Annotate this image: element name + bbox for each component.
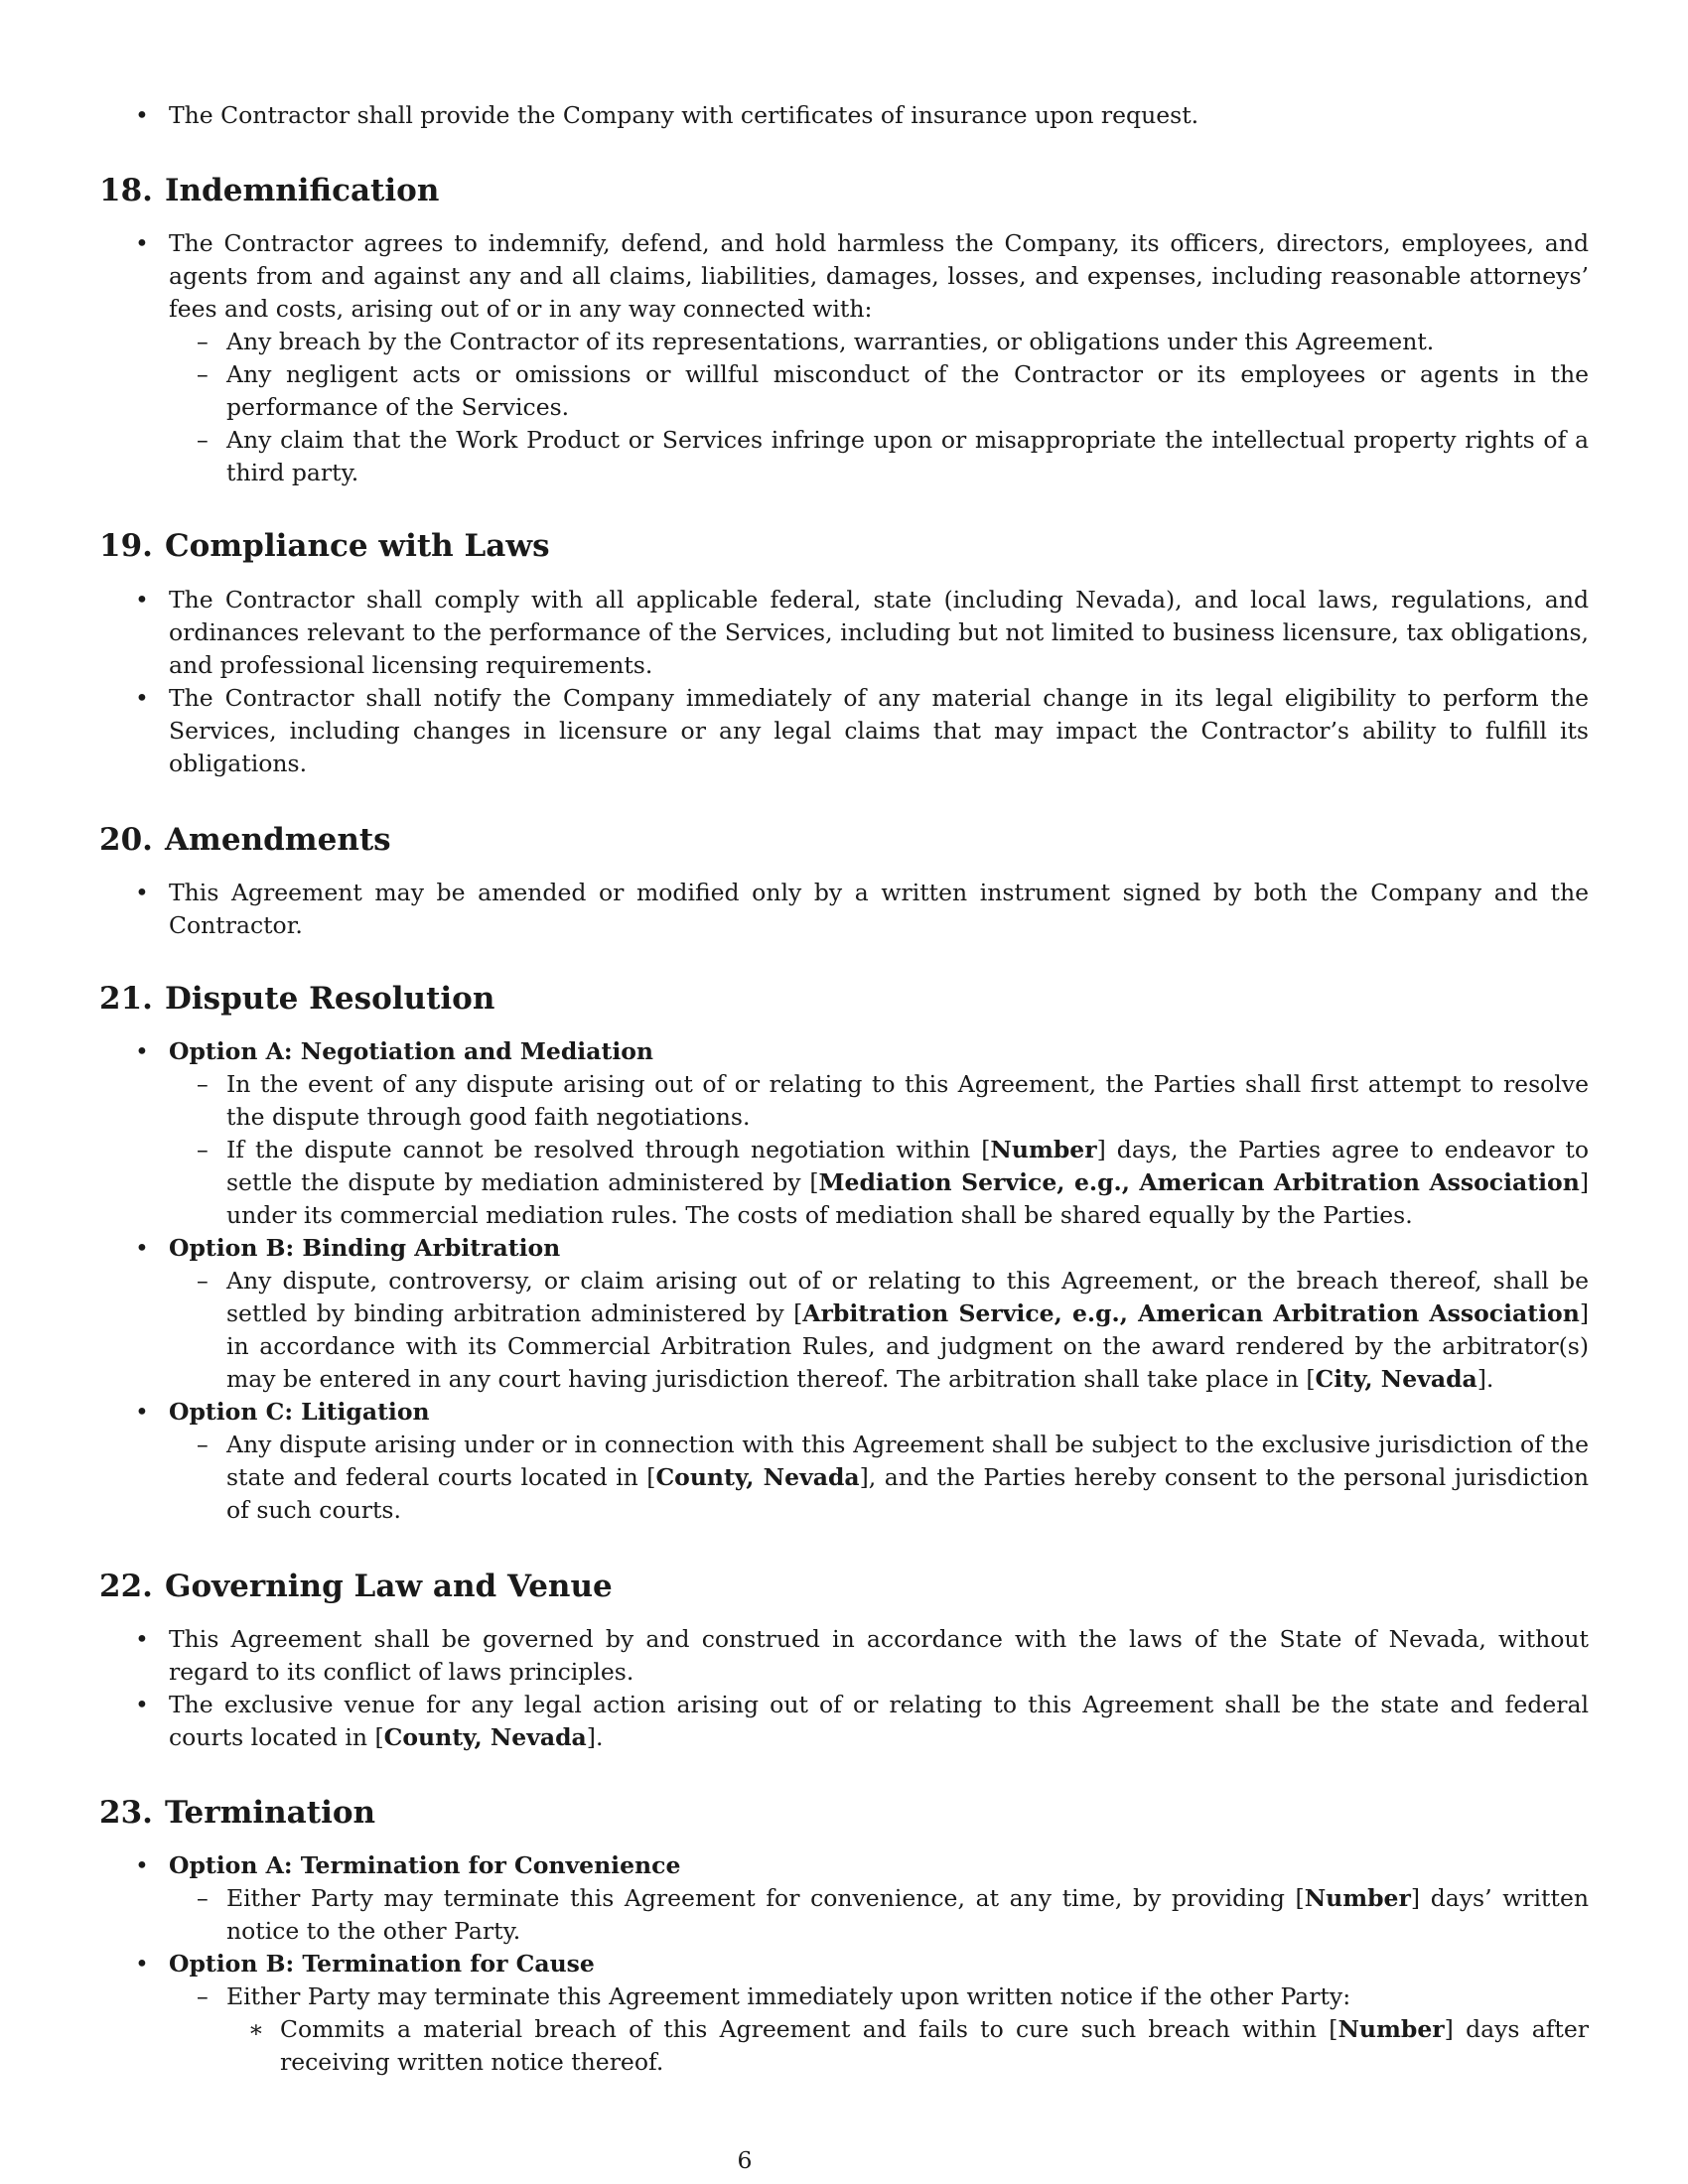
dash-icon: – [197,1884,209,1912]
section-20-heading: 20. Amendments [99,822,391,858]
termination-cause-subitem: Commits a material breach of this Agreement and fails to cure such breach within [Number] days after receiving written notice thereof. [280,2015,1589,2076]
document-page [99,0,1589,2184]
indemnification-item: Any breach by the Contractor of its representations, warranties, or obligations under this Agreement. [226,328,1435,355]
mediation-item: In the event of any dispute arising out of or relating to this Agreement, the Parties shall first attempt to resolve the dispute through good faith negotiations. [226,1070,1589,1131]
bullet-icon: • [135,1398,149,1426]
insurance-certificates-item: The Contractor shall provide the Company with certificates of insurance upon request. [169,101,1199,129]
indemnification-item: Any claim that the Work Product or Services infringe upon or misappropriate the intellectual property rights of a third party. [226,426,1589,486]
option-b-title: Option B: Termination for Cause [169,1950,595,1978]
option-a-title: Option A: Termination for Convenience [169,1851,681,1879]
mediation-item: If the dispute cannot be resolved through negotiation within [Number] days, the Parties agree to endeavor to settle the dispute by mediation administered by [Mediation Service, e.g., American Arbitration Association] under its commercial mediation rules. The costs of mediation shall be shared equally by the Parties. [226,1136,1589,1229]
bullet-icon: • [135,101,149,129]
asterisk-icon: ∗ [248,2015,264,2043]
bullet-icon: • [135,879,149,906]
option-c-title: Option C: Litigation [169,1398,430,1426]
indemnification-item: Any negligent acts or omissions or willful misconduct of the Contractor or its employees or agents in the performance of the Services. [226,360,1589,421]
bullet-icon: • [135,1851,149,1879]
option-a-title: Option A: Negotiation and Mediation [169,1037,654,1065]
amendments-item: This Agreement may be amended or modified only by a written instrument signed by both the Company and the Contractor. [169,879,1589,939]
bullet-icon: • [135,1234,149,1262]
option-b-title: Option B: Binding Arbitration [169,1234,561,1262]
dash-icon: – [197,1982,209,2010]
compliance-item: The Contractor shall comply with all applicable federal, state (including Nevada), and local laws, regulations, and ordinances relevant to the performance of the Services, including but not limited to business licensure, tax obligations, and professional licensing requirements. [169,586,1589,679]
venue-item: The exclusive venue for any legal action arising out of or relating to this Agreement shall be the state and federal courts located in [County, Nevada]. [169,1691,1589,1751]
section-18-heading: 18. Indemnification [99,173,440,208]
section-19-heading: 19. Compliance with Laws [99,528,550,564]
page-number: 6 [737,2146,753,2174]
bullet-icon: • [135,684,149,712]
dash-icon: – [197,328,209,355]
termination-convenience-item: Either Party may terminate this Agreement for convenience, at any time, by providing [Number] days’ written notice to the other Party. [226,1884,1589,1945]
dash-icon: – [197,1267,209,1295]
bullet-icon: • [135,586,149,614]
indemnification-lead: The Contractor agrees to indemnify, defend, and hold harmless the Company, its officers, directors, employees, and agents from and against any and all claims, liabilities, damages, losses, and expenses, including reasonable attorneys’ fees and costs, arising out of or in any way connected with: [169,229,1589,323]
bullet-icon: • [135,1691,149,1718]
termination-cause-item: Either Party may terminate this Agreement immediately upon written notice if the other Party: [226,1982,1351,2010]
arbitration-item: Any dispute, controversy, or claim arising out of or relating to this Agreement, or the breach thereof, shall be settled by binding arbitration administered by [Arbitration Service, e.g., American Arbitration Association] in accordance with its Commercial Arbitration Rules, and judgment on the award rendered by the arbitrator(s) may be entered in any court having jurisdiction thereof. The arbitration shall take place in [City, Nevada]. [226,1267,1589,1393]
section-22-heading: 22. Governing Law and Venue [99,1569,613,1604]
dash-icon: – [197,360,209,388]
dash-icon: – [197,426,209,454]
compliance-item: The Contractor shall notify the Company immediately of any material change in its legal eligibility to perform the Services, including changes in licensure or any legal claims that may impact the Contractor’s ability to fulfill its obligations. [169,684,1589,777]
dash-icon: – [197,1431,209,1458]
litigation-item: Any dispute arising under or in connection with this Agreement shall be subject to the exclusive jurisdiction of the state and federal courts located in [County, Nevada], and the Parties hereby consent to the personal jurisdiction of such courts. [226,1431,1589,1524]
dash-icon: – [197,1136,209,1163]
governing-law-item: This Agreement shall be governed by and construed in accordance with the laws of the State of Nevada, without regard to its conflict of laws principles. [169,1625,1589,1686]
bullet-icon: • [135,229,149,257]
bullet-icon: • [135,1950,149,1978]
section-23-heading: 23. Termination [99,1795,376,1831]
bullet-icon: • [135,1625,149,1653]
dash-icon: – [197,1070,209,1098]
section-21-heading: 21. Dispute Resolution [99,981,495,1017]
bullet-icon: • [135,1037,149,1065]
